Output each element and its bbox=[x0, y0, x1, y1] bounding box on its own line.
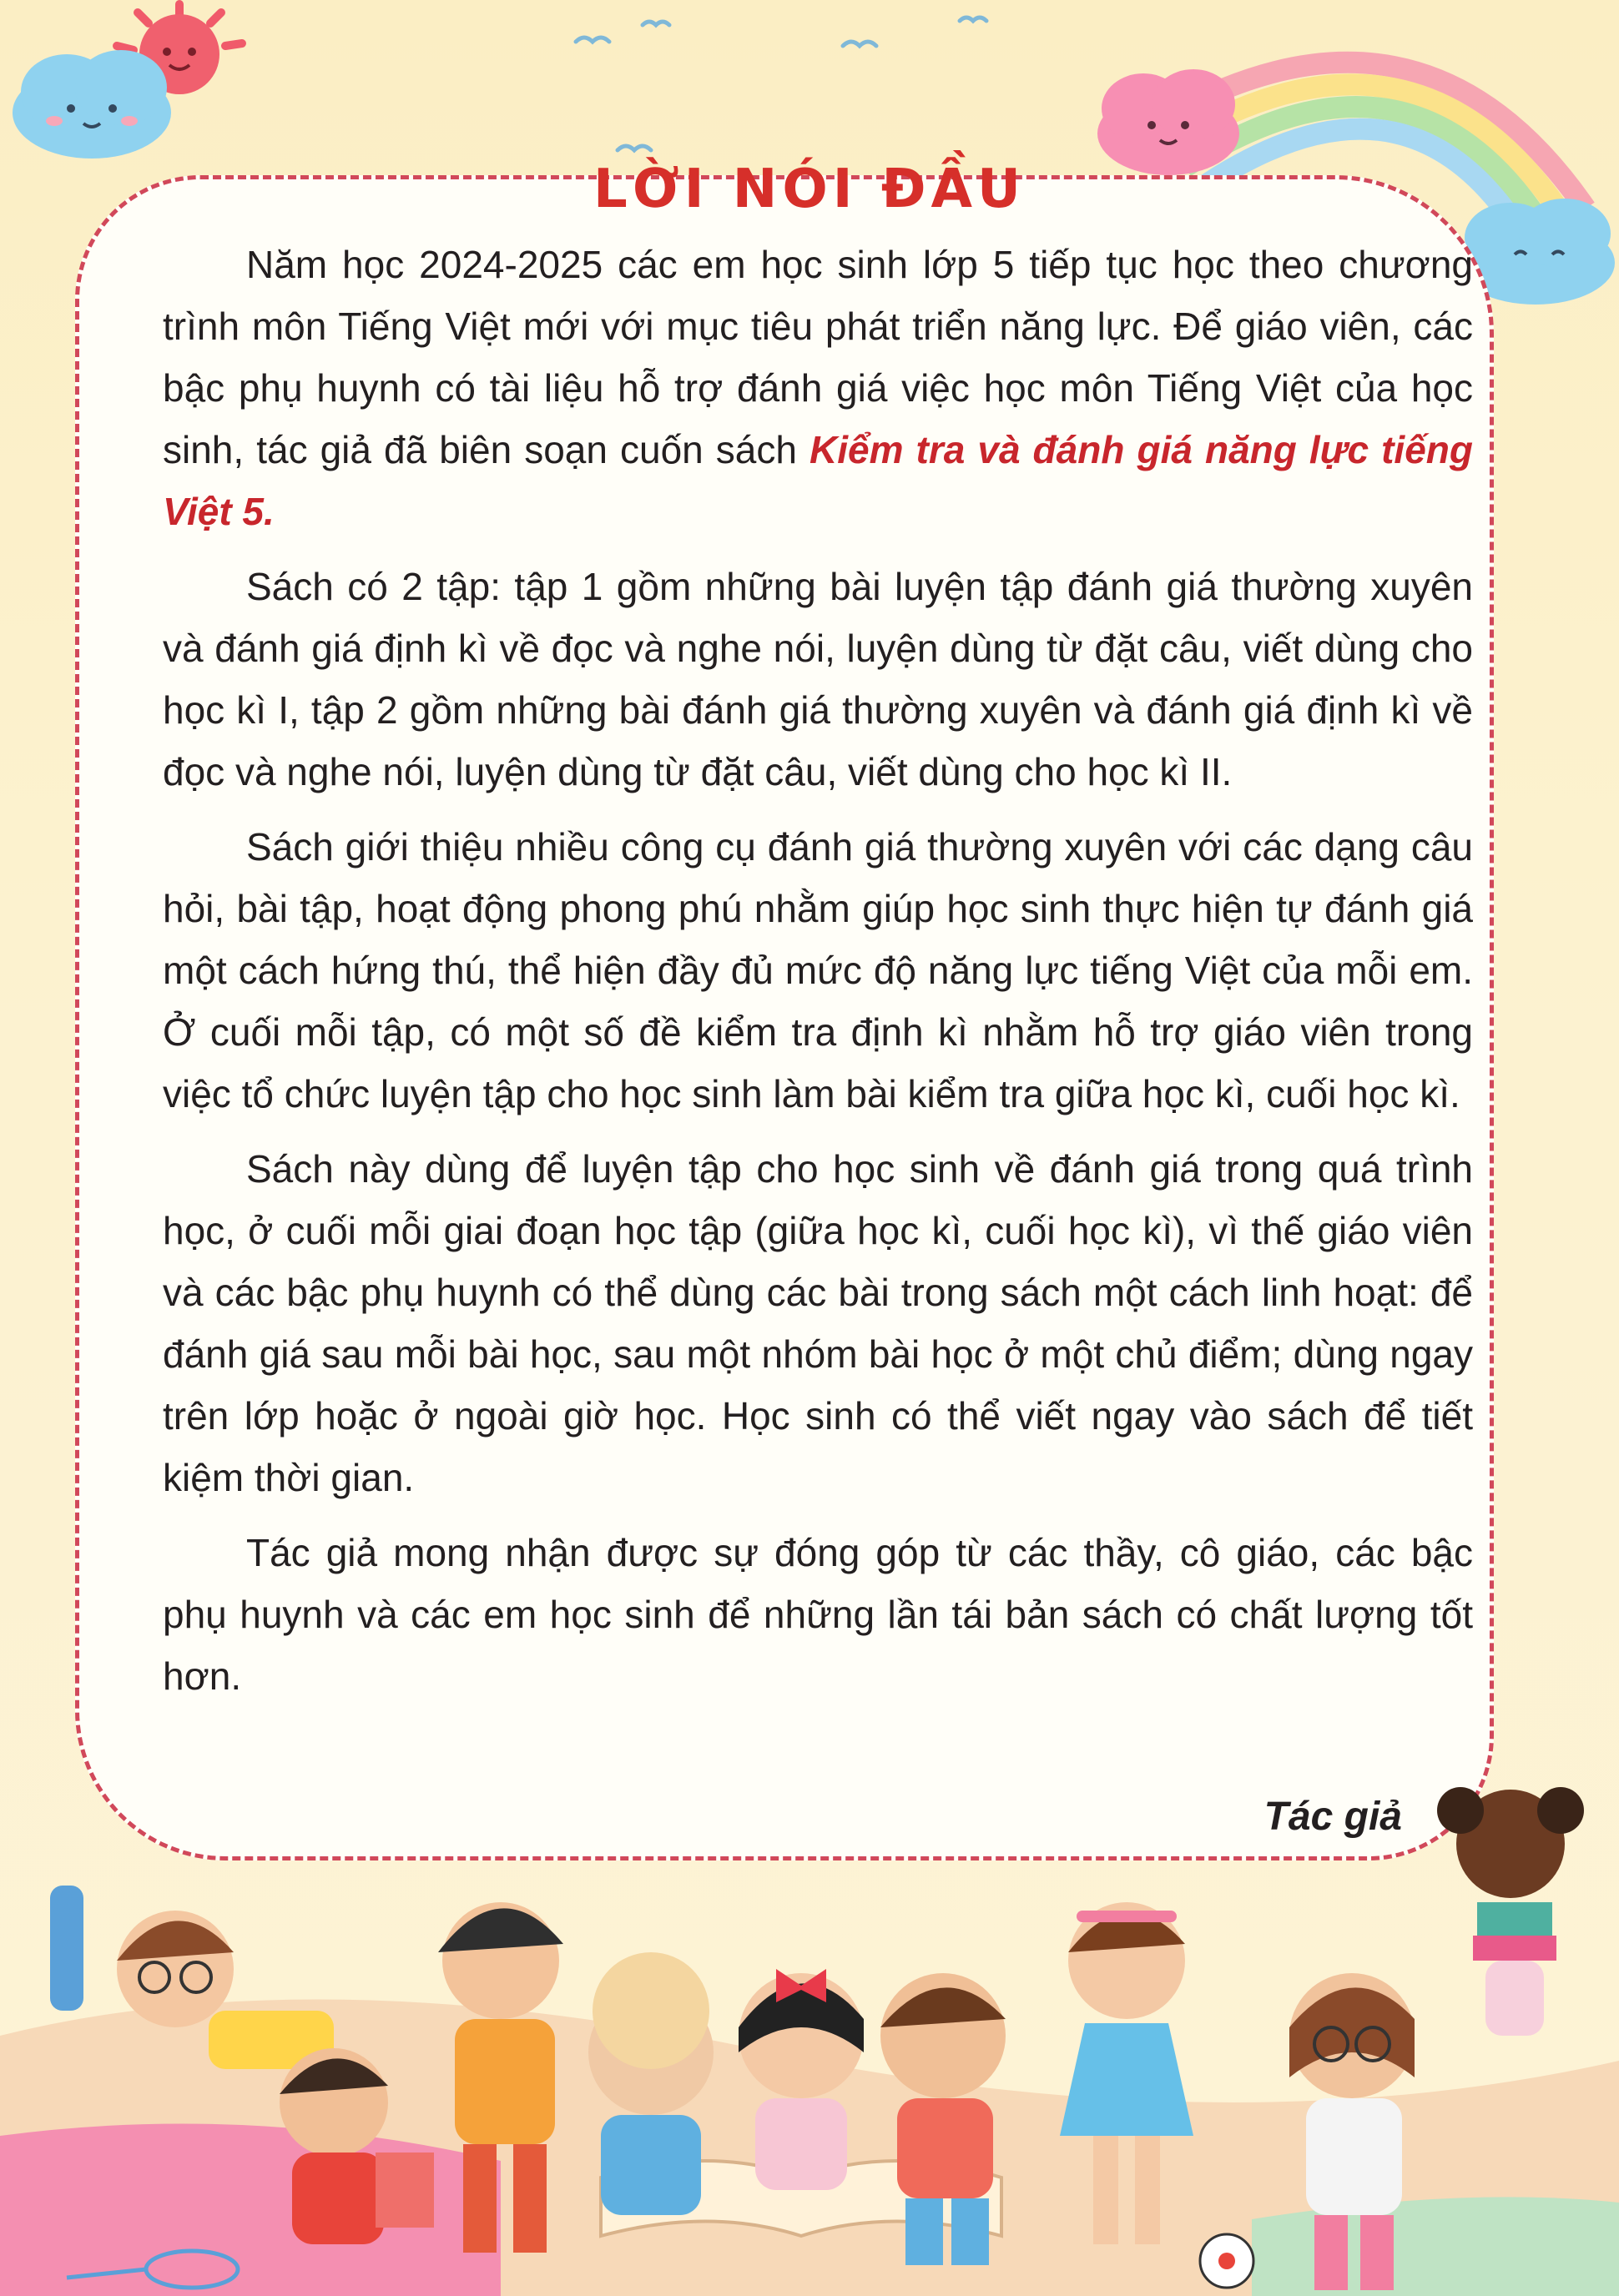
preface-text bbox=[163, 234, 1473, 1720]
child-figure bbox=[739, 1969, 864, 2190]
bird-icon bbox=[576, 18, 986, 150]
child-figure bbox=[588, 1952, 714, 2215]
paragraph-4: Sách này dùng để luyện tập cho học sinh về đánh giá trong quá trình học, ở cuối mỗi giai đoạn học tập (giữa học kì, cuối học kì), vì thế giáo viên và các bậc phụ huynh có thể dùng các bài trong sách một cách linh hoạt: để đánh giá sau mỗi bài học, sau một nhóm bài học ở một chủ điểm; dùng ngay trên lớp hoặc ở ngoài giờ học. Học sinh có thể viết ngay vào sách để tiết kiệm thời gian. bbox=[163, 1147, 1473, 1499]
ball-icon bbox=[1200, 2234, 1253, 2288]
paragraph-5: Tác giả mong nhận được sự đóng góp từ các thầy, cô giáo, các bậc phụ huynh và các em học sinh để những lần tái bản sách có chất lượng tốt hơn. bbox=[163, 1531, 1473, 1698]
author-signature: Tác giả bbox=[1263, 1795, 1402, 1839]
child-figure bbox=[1437, 1787, 1584, 2036]
children-reading-illustration bbox=[0, 1785, 1619, 2296]
book-title: Kiểm tra và đánh giá năng lực tiếng Việt 5. bbox=[163, 428, 1473, 533]
page-title: LỜI NÓI ĐẦU bbox=[593, 159, 1026, 220]
paragraph-1-text: Năm học 2024-2025 các em học sinh lớp 5 tiếp tục học theo chương trình môn Tiếng Việt mới với mục tiêu phát triển năng lực. Để giáo viên, các bậc phụ huynh có tài liệu hỗ trợ đánh giá việc học môn Tiếng Việt của học sinh, tác giả đã biên soạn cuốn sách bbox=[163, 243, 1473, 471]
paragraph-3: Sách giới thiệu nhiều công cụ đánh giá thường xuyên với các dạng câu hỏi, bài tập, hoạt động phong phú nhằm giúp học sinh thực hiện tự đánh giá một cách hứng thú, thể hiện đầy đủ mức độ năng lực tiếng Việt của mỗi em. Ở cuối mỗi tập, có một số đề kiểm tra định kì nhằm hỗ trợ giáo viên trong việc tổ chức luyện tập cho học sinh làm bài kiểm tra giữa học kì, cuối học kì. bbox=[163, 825, 1473, 1115]
cloud-icon bbox=[13, 50, 171, 159]
paragraph-1 bbox=[163, 234, 1473, 542]
paragraph-2: Sách có 2 tập: tập 1 gồm những bài luyện tập đánh giá thường xuyên và đánh giá định kì về đọc và nghe nói, luyện dùng từ đặt câu, viết dùng cho học kì I, tập 2 gồm những bài đánh giá thường xuyên và đánh giá định kì về đọc và nghe nói, luyện dùng từ đặt câu, viết dùng cho học kì II. bbox=[163, 565, 1473, 793]
